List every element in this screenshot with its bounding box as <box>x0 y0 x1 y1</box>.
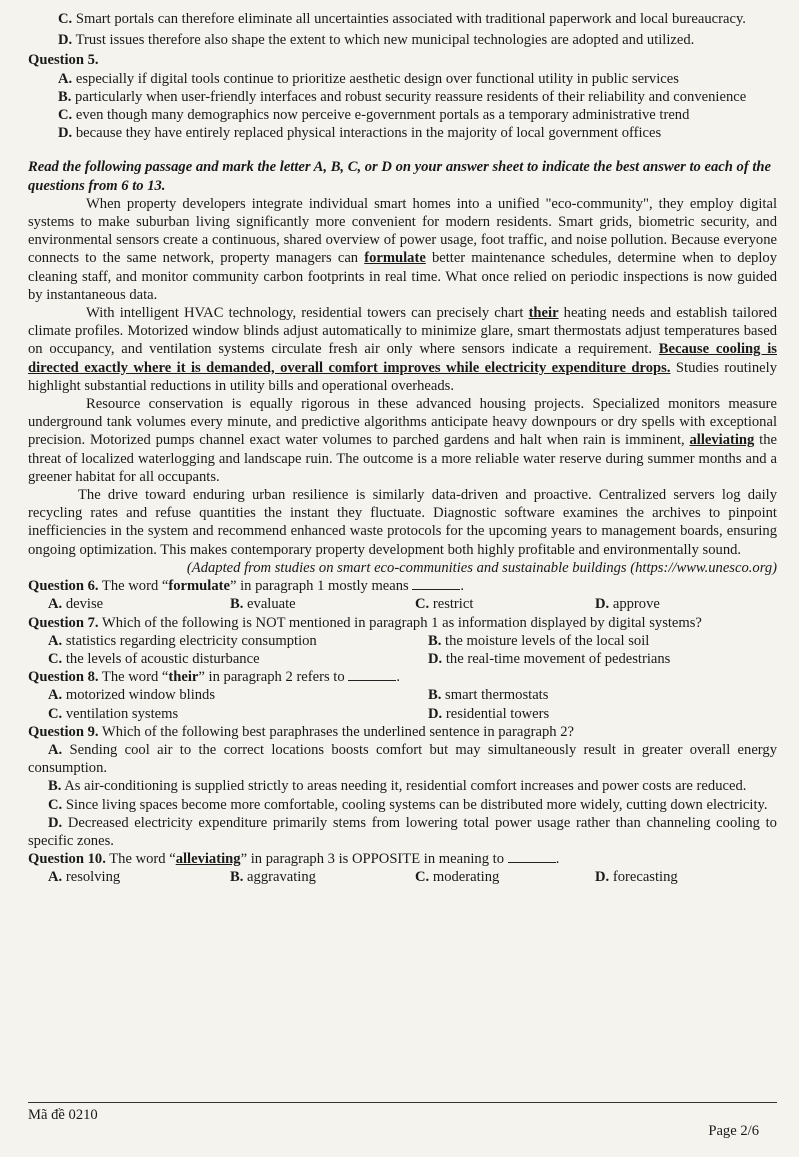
q7-option-a: A. statistics regarding electricity consumption <box>48 632 317 649</box>
q9-option-d: D. Decreased electricity expenditure primarily stems from lowering total power usage rather than channeling cooling to specific zones. <box>28 814 777 849</box>
q6-options <box>28 595 777 613</box>
q10-option-a: A. resolving <box>48 869 121 886</box>
q5-option-d: D. because they have entirely replaced physical interactions in the majority of local government offices <box>58 125 662 142</box>
q5-option-c: C. even though many demographics now perceive e-government portals as a temporary administrative trend <box>58 107 690 124</box>
passage-paragraph-1: When property developers integrate individual smart homes into a unified "eco-community", they employ digital systems to make suburban living significantly more convenient for modern residents. Smart grids, biometric security, and environmental sensors create a continuous, shared overview of power usage, foot traffic, and noise pollution. Because everyone connects to the same network, property managers can formulate better maintenance schedules, determine when to deploy cleaning staff, and monitor community carbon footprints in real time. What once relied on periodic inspections is now guided by instantaneous data. <box>28 195 777 303</box>
passage-paragraph-4: The drive toward enduring urban resilience is similarly data-driven and proactive. Centralized servers log daily recycling rates and refuse quantities the instant they fluctuate. Diagnostic software examines the archives to pinpoint inefficiencies in the system and recommend enhanced waste protocols for the upcoming years to management boards, ensuring ongoing optimization. This makes contemporary property development both highly profitable and environmentally sound. <box>28 487 777 558</box>
q8-option-b: B. smart thermostats <box>428 687 549 704</box>
q5-option-a: A. especially if digital tools continue to prioritize aesthetic design over functional utility in public services <box>58 70 679 87</box>
question-6: Question 6. The word “formulate” in paragraph 1 mostly means . <box>28 578 465 595</box>
q8-option-c: C. ventilation systems <box>48 705 179 722</box>
q7-option-b: B. the moisture levels of the local soil <box>428 632 650 649</box>
q9-option-a: A. Sending cool air to the correct locations boosts comfort but may simultaneously result in greater overall energy consumption. <box>28 741 777 777</box>
q8-option-a: A. motorized window blinds <box>48 687 216 704</box>
q8-options-row-1 <box>28 686 777 704</box>
answer-blank <box>348 668 396 681</box>
q10-option-c: C. moderating <box>415 869 500 886</box>
footer-rule <box>28 1102 777 1103</box>
q6-option-d: D. approve <box>595 596 660 613</box>
passage-paragraph-2: With intelligent HVAC technology, residential towers can precisely chart their heating needs and establish tailored climate profiles. Motorized window blinds adjust automatically to minimize glare, smart thermostats adjust temperatures based on occupancy, and ventilation systems circulate fresh air only where sensors indicate a requirement. Because cooling is directed exactly where it is demanded, overall comfort improves while electricity expenditure drops. Studies routinely highlight substantial reductions in utility bills and operational overheads. <box>28 305 778 394</box>
question-9: Question 9. Which of the following best paraphrases the underlined sentence in paragraph 2? <box>28 723 575 740</box>
q6-option-c: C. restrict <box>415 596 474 613</box>
q6-option-b: B. evaluate <box>230 596 296 613</box>
passage-paragraph-3: Resource conservation is equally rigorous in these advanced housing projects. Specialized monitors measure underground tank volumes every minute, and predictive algorithms anticipate heavy downpours or dry spells with exceptional precision. Motorized pumps channel exact water volumes to parched gardens and halt when rain is imminent, alleviating the threat of localized waterlogging and landscape ruin. The outcome is a more reliable water reserve during summer months and a greener habitat for all occupants. <box>28 396 777 485</box>
q7-option-d: D. the real-time movement of pedestrians <box>428 650 671 667</box>
q7-option-c: C. the levels of acoustic disturbance <box>48 650 260 667</box>
passage-source: (Adapted from studies on smart eco-communities and sustainable buildings (https://www.unesco.org) <box>186 559 777 576</box>
q4-option-c: C. Smart portals can therefore eliminate all uncertainties associated with traditional paperwork and local bureaucracy. <box>58 11 746 27</box>
q8-option-d: D. residential towers <box>428 705 550 722</box>
reading-instruction: Read the following passage and mark the letter A, B, C, or D on your answer sheet to indicate the best answer to each of the questions from 6 to 13. <box>28 159 771 194</box>
exam-code: Mã đề 0210 <box>28 1107 98 1123</box>
q10-options <box>28 868 777 886</box>
answer-blank <box>412 577 460 590</box>
q7-options-row-2 <box>28 650 777 668</box>
question-10: Question 10. The word “alleviating” in paragraph 3 is OPPOSITE in meaning to . <box>28 851 560 868</box>
q10-option-d: D. forecasting <box>595 869 678 886</box>
q9-option-b: B. As air-conditioning is supplied strictly to areas needing it, residential comfort increases and power costs are reduced. <box>48 778 747 795</box>
q9-option-c: C. Since living spaces become more comfortable, cooling systems can be distributed more widely, cutting down electricity. <box>48 796 768 813</box>
q6-option-a: A. devise <box>48 596 104 613</box>
q7-options-row-1 <box>28 632 777 650</box>
q10-option-b: B. aggravating <box>230 869 316 886</box>
q8-options-row-2 <box>28 705 777 723</box>
q5-option-b: B. particularly when user-friendly interfaces and robust security reassure residents of their reliability and convenience <box>58 88 747 105</box>
question-8: Question 8. The word “their” in paragraph 2 refers to . <box>28 669 400 686</box>
question-7: Question 7. Which of the following is NOT mentioned in paragraph 1 as information displayed by digital systems? <box>28 614 702 631</box>
answer-blank <box>508 850 556 863</box>
page-number: Page 2/6 <box>708 1123 759 1139</box>
q4-option-d: D. Trust issues therefore also shape the extent to which new municipal technologies are adopted and utilized. <box>58 32 695 49</box>
q5-label: Question 5. <box>28 52 99 69</box>
